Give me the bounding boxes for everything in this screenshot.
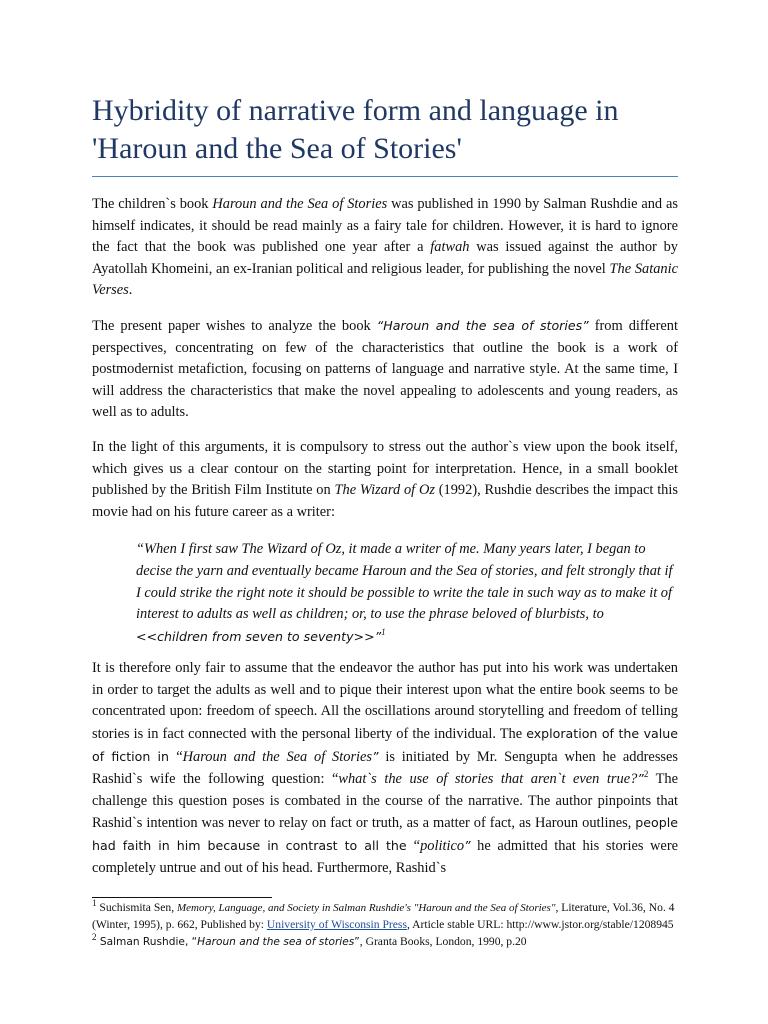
text: he admitted that his stories were completely untrue and out of his head. Furthermore, Rashid`s bbox=[92, 838, 678, 876]
text: It is therefore only fair to assume that the endeavor the author has put into his work was undertaken in order to target the adults as well and to pique their interest upon what the entire book seems to be concentrated upon: freedom of speech. All the oscillations around storytelling and freedom of telling stories is in fact connected with the personal liberty of the individual. The bbox=[92, 660, 678, 743]
text: “ bbox=[176, 748, 183, 765]
quote-text: <<children from seven to seventy>>” bbox=[136, 628, 382, 644]
text: (1992), Rushdie describes the impact this movie had on his future career as a writer: bbox=[92, 482, 678, 520]
text: from different perspectives, concentrating on few of the characteristics that outline the book is a work of postmodernist metafiction, focusing on patterns of language and narrative style. At the same time, I will address the characteristics that make the novel appealing to adolescents and young readers, as well as to adults. bbox=[92, 317, 678, 421]
term-fatwah: fatwah bbox=[430, 239, 470, 256]
footnote-separator bbox=[92, 897, 272, 898]
paragraph-context bbox=[92, 437, 678, 523]
page-title: Hybridity of narrative form and language in 'Haroun and the Sea of Stories' bbox=[92, 94, 619, 165]
article-title: Memory, Language, and Society in Salman Rushdie's "Haroun and the Sea of Stories" bbox=[177, 902, 556, 915]
text: ” bbox=[637, 771, 644, 787]
footnote-1 bbox=[92, 900, 678, 932]
paragraph-intro bbox=[92, 194, 678, 302]
text: ” bbox=[464, 838, 471, 854]
text: was issued against the author by Ayatollah Khomeini, an ex-Iranian political and religious leader, for publishing the novel bbox=[92, 239, 678, 277]
text: The present paper wishes to analyze the book bbox=[92, 317, 377, 334]
text: The children`s book bbox=[92, 196, 213, 212]
quoted-question: what`s the use of stories that aren`t even true? bbox=[338, 771, 638, 788]
text: , Article stable URL: http://www.jstor.org/stable/1208945 bbox=[406, 917, 674, 931]
book-title: Haroun and the Sea of Stories bbox=[182, 748, 373, 765]
text: ” bbox=[354, 936, 360, 949]
publisher-link[interactable]: University of Wisconsin Press bbox=[266, 917, 407, 931]
text: ” bbox=[372, 748, 379, 764]
title-underline bbox=[92, 176, 678, 177]
text: The challenge this question poses is combated in the course of the narrative. The author pinpoints that Rashid`s intention was never to relay on fact or truth, as a matter of fact, as Haroun outlines, bbox=[92, 771, 678, 832]
book-title: Haroun and the Sea of Stories bbox=[212, 196, 388, 212]
text: , Granta Books, London, 1990, p.20 bbox=[359, 935, 527, 949]
term-politico: politico bbox=[420, 838, 465, 855]
text: Suchismita Sen, bbox=[96, 901, 178, 915]
text: Salman Rushdie, “ bbox=[96, 936, 198, 949]
text: “ bbox=[413, 838, 421, 855]
text: . bbox=[128, 282, 133, 299]
paragraph-aim bbox=[92, 315, 678, 424]
text: exploration of the value of fiction in bbox=[92, 726, 678, 764]
text: , Literature, Vol.36, No. 4 (Winter, 1995), p. 662, Published by: bbox=[92, 901, 675, 931]
book-title: Haroun and the sea of stories bbox=[197, 936, 355, 949]
footnote-number: 1 bbox=[92, 898, 97, 909]
text: people had faith in him because in contrast to all the bbox=[92, 815, 678, 854]
quote-text: “When I first saw The Wizard of Oz, it made a writer of me. Many years later, I began to decise the yarn and eventually became Haroun and the Sea of stories, and felt strongly that if I could strike the right note it should be possible to write the tale in such way as to make it of interest to adults as well as children; or, to use the phrase beloved of blurbists, to bbox=[136, 541, 673, 623]
paragraph-analysis bbox=[92, 658, 678, 879]
block-quote bbox=[136, 539, 678, 648]
book-title: “Haroun and the sea of stories” bbox=[376, 317, 589, 333]
footnote-number: 2 bbox=[92, 932, 97, 943]
footnote-ref[interactable]: 1 bbox=[381, 626, 386, 637]
text: In the light of this arguments, it is compulsory to stress out the author`s view upon the book itself, which gives us a clear contour on the starting point for interpretation. Hence, in a small booklet published by the British Film Institute on bbox=[92, 438, 678, 499]
document-page bbox=[92, 0, 678, 950]
book-title: The Satanic Verses bbox=[92, 260, 678, 299]
footnote-ref[interactable]: 2 bbox=[643, 769, 649, 780]
text: was published in 1990 by Salman Rushdie and as himself indicates, it should be read mainly as a fairy tale for children. However, it is hard to ignore the fact that the book was published one year after a bbox=[92, 196, 679, 256]
film-title: The Wizard of Oz bbox=[334, 482, 435, 499]
text: is initiated by Mr. Sengupta when he addresses Rashid`s wife the following question: “ bbox=[92, 748, 679, 788]
footnote-2 bbox=[92, 934, 678, 950]
